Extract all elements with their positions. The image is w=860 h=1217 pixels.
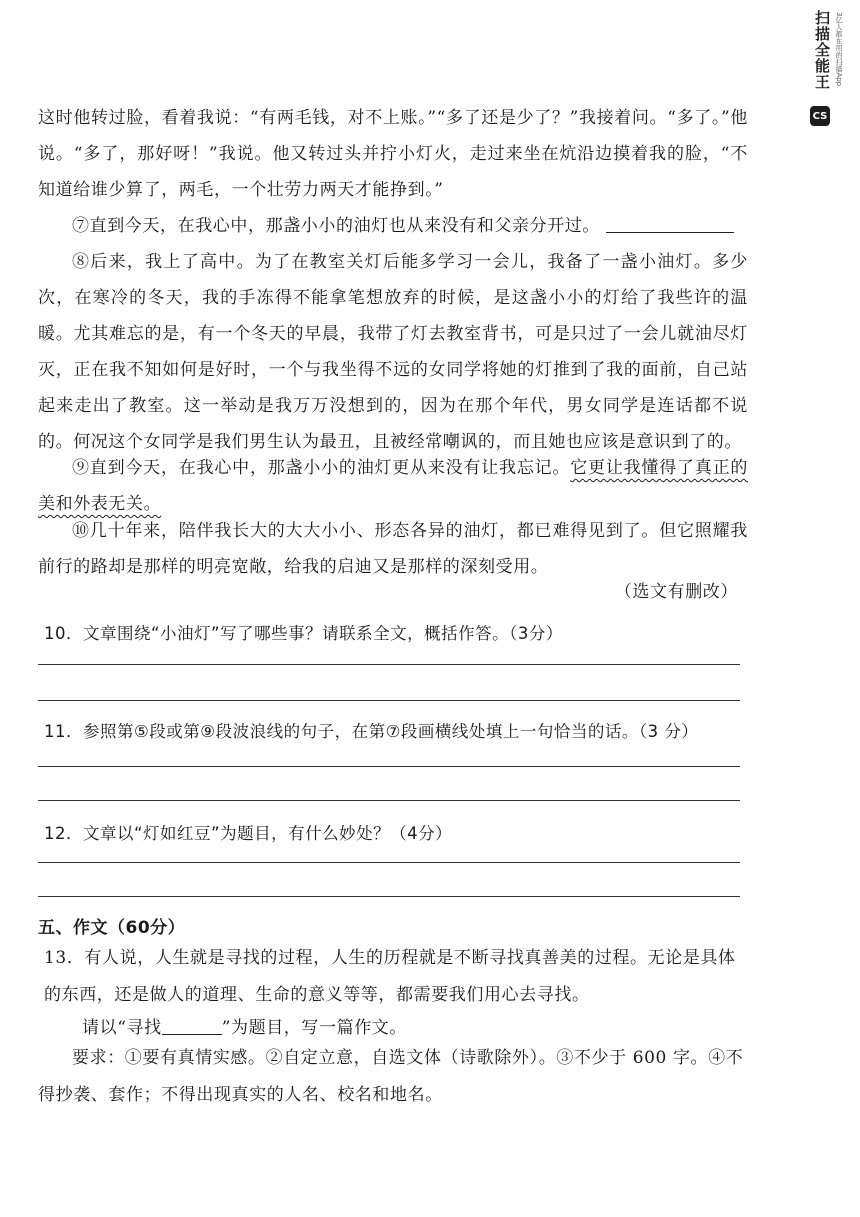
answer-line[interactable] (38, 700, 740, 701)
answer-line[interactable] (38, 896, 740, 897)
answer-line[interactable] (38, 800, 740, 801)
passage-paragraph-8: ⑧后来，我上了高中。为了在教室关灯后能多学习一会儿，我备了一盏小油灯。多少次，在寒冷的冬天，我的手冻得不能拿笔想放弃的时候，是这盏小小的灯给了我些许的温暖。尤其难忘的是，有一个冬天的早晨，我带了灯去教室背书，可是只过了一会儿就油尽灯灭，正在我不知如何是好时，一个与我坐得不远的女同学将她的灯推到了我的面前，自己站起来走出了教室。这一举动是我万万没想到的，因为在那个年代，男女同学是连话都不说的。何况这个女同学是我们男生认为最丑，且被经常嘲讽的，而且她也应该是意识到了的。 (38, 252, 748, 452)
section-heading-composition: 五、作文（60分） (38, 918, 186, 938)
source-note: （选文有删改） (614, 582, 738, 602)
question-11: 11．参照第⑤段或第⑨段波浪线的句子，在第⑦段画横线处填上一句恰当的话。（3 分） (44, 722, 699, 741)
composition-prompt: 13．有人说，人生就是寻找的过程，人生的历程就是不断寻找真善美的过程。无论是具体的东西，还是做人的道理、生命的意义等等，都需要我们用心去寻找。 (44, 948, 736, 1005)
title-blank (162, 1018, 222, 1035)
wavy-underlined-sentence: 它更让我懂得了真正的美和外表无关。 (38, 458, 748, 514)
scanner-logo-icon: CS (810, 106, 830, 126)
paragraph-9-text: ⑨直到今天，在我心中，那盏小小的油灯更从来没有让我忘记。 (72, 458, 571, 478)
passage-paragraph-6: 这时他转过脸，看着我说：“有两毛钱，对不上账。”“多了还是少了？”我接着问。“多了。”他说。“多了，那好呀！”我说。他又转过头并拧小灯火，走过来坐在炕沿边摸着我的脸，“不知道给谁少算了，两毛，一个壮劳力两天才能挣到。” (38, 108, 748, 200)
composition-requirements: 要求：①要有真情实感。②自定立意，自选文体（诗歌除外）。③不少于 600 字。④不得抄袭、套作；不得出现真实的人名、校名和地名。 (38, 1048, 744, 1105)
answer-line[interactable] (38, 664, 740, 665)
fill-in-blank (606, 214, 734, 233)
passage-paragraph-7 (38, 208, 748, 244)
paragraph-7-text: ⑦直到今天，在我心中，那盏小小的油灯也从来没有和父亲分开过。 (72, 216, 600, 236)
title-prefix: 请以“寻找 (82, 1018, 162, 1038)
passage-paragraph-10: ⑩几十年来，陪伴我长大的大大小小、形态各异的油灯，都已难得见到了。但它照耀我前行的路却是那样的明亮宽敞，给我的启迪又是那样的深刻受用。 (38, 521, 748, 577)
watermark-subtitle: 3亿人都在用的扫描App (835, 12, 843, 87)
question-12: 12．文章以“灯如红豆”为题目，有什么妙处？（4分） (44, 824, 453, 843)
answer-line[interactable] (38, 862, 740, 863)
answer-line[interactable] (38, 766, 740, 767)
title-suffix: ”为题目，写一篇作文。 (221, 1018, 407, 1038)
question-10: 10．文章围绕“小油灯”写了哪些事？请联系全文，概括作答。（3分） (44, 624, 563, 643)
watermark-title: 扫描全能王 (813, 10, 831, 90)
scanner-watermark (810, 10, 852, 130)
passage-paragraph-9 (38, 450, 748, 522)
